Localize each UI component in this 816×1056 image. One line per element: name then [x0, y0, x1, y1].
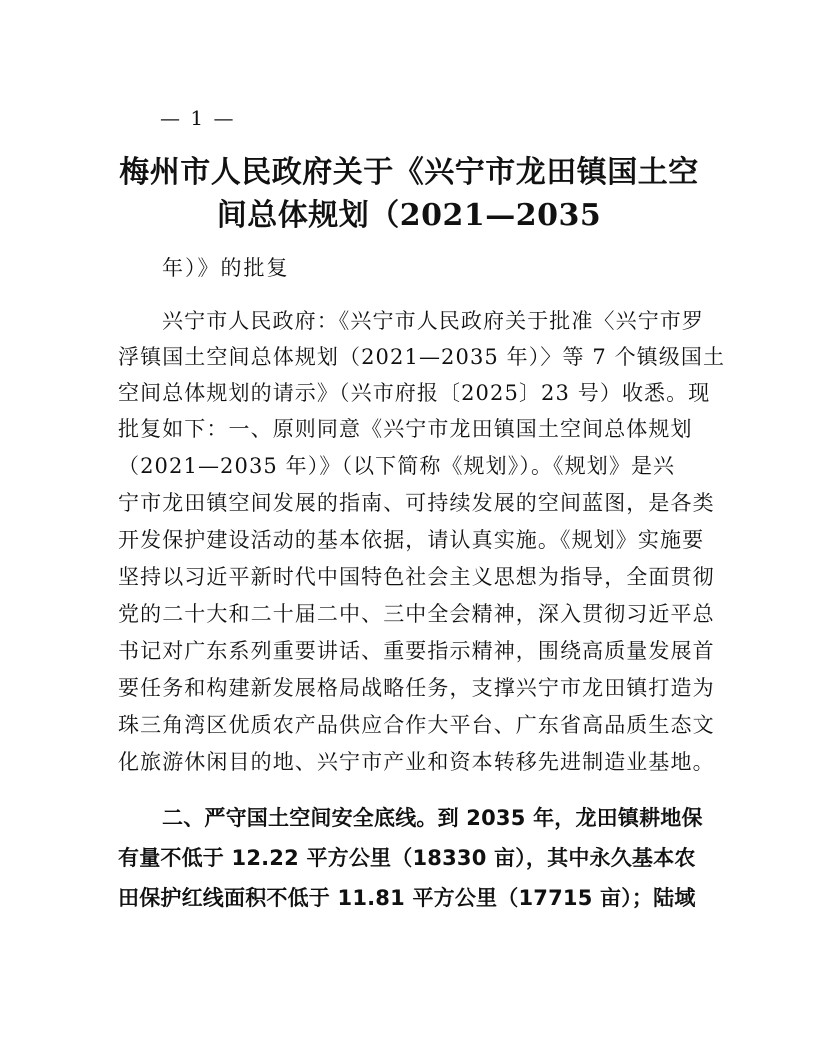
paragraph-line: 书记对广东系列重要讲话、重要指示精神，围绕高质量发展首: [118, 639, 715, 663]
title-continuation: 年）》的批复: [162, 256, 290, 280]
paragraph-line: 党的二十大和二十届二中、三中全会精神，深入贯彻习近平总: [118, 602, 715, 626]
paragraph-line: 空间总体规划的请示》（兴市府报〔2025〕23 号）收悉。现: [118, 381, 711, 405]
paragraph-line: 浮镇国土空间总体规划（2021—2035 年）〉等 7 个镇级国土: [118, 345, 726, 369]
page-number: — 1 —: [160, 106, 236, 130]
paragraph-line: 兴宁市人民政府：《兴宁市人民政府关于批准〈兴宁市罗: [162, 309, 704, 333]
paragraph-line: 开发保护建设活动的基本依据，请认真实施。《规划》实施要: [118, 528, 705, 552]
paragraph-line: 珠三角湾区优质农产品供应合作大平台、广东省高品质生态文: [118, 713, 715, 737]
paragraph-line: （2021—2035 年）》（以下简称《规划》）。《规划》是兴: [118, 454, 676, 478]
paragraph-line: 宁市龙田镇空间发展的指南、可持续发展的空间蓝图，是各类: [118, 491, 715, 515]
paragraph-line: 坚持以习近平新时代中国特色社会主义思想为指导，全面贯彻: [118, 565, 715, 589]
paragraph-line: 要任务和构建新发展格局战略任务，支撑兴宁市龙田镇打造为: [118, 676, 715, 700]
section-heading-line: 二、严守国土空间安全底线。到 2035 年，龙田镇耕地保: [162, 806, 703, 830]
paragraph-line: 批复如下：一、原则同意《兴宁市龙田镇国土空间总体规划: [118, 417, 693, 441]
paragraph-line: 有量不低于 12.22 平方公里（18330 亩），其中永久基本农: [118, 846, 696, 870]
paragraph-line: 化旅游休闲目的地、兴宁市产业和资本转移先进制造业基地。: [118, 750, 715, 774]
paragraph-line: 田保护红线面积不低于 11.81 平方公里（17715 亩）；陆域: [118, 886, 696, 910]
document-title-line-1: 梅州市人民政府关于《兴宁市龙田镇国土空: [119, 155, 699, 190]
document-title-line-2: 间总体规划（2021—2035: [216, 198, 602, 233]
